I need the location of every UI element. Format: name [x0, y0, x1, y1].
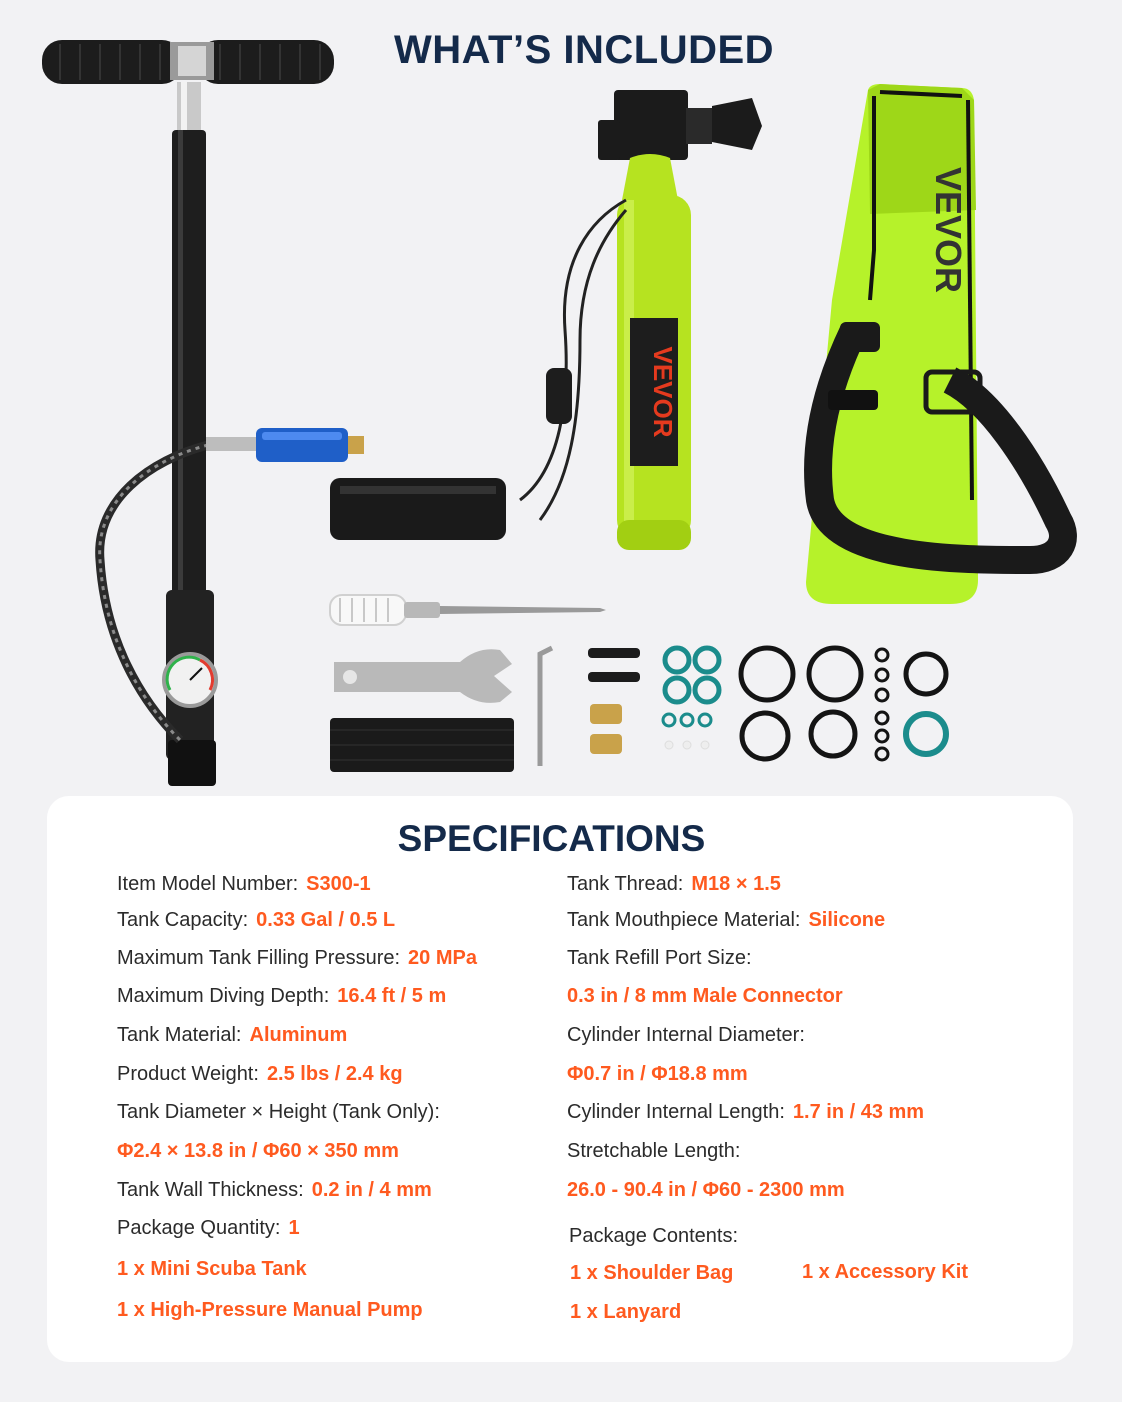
package-item-shoulder-bag: 1 x Shoulder Bag — [570, 1262, 734, 1284]
spec-package-quantity: Package Quantity: 1 — [117, 1217, 300, 1239]
accessory-kit — [330, 595, 946, 772]
spec-max-pressure: Maximum Tank Filling Pressure: 20 MPa — [117, 947, 477, 969]
specifications-title: SPECIFICATIONS — [397, 818, 706, 859]
shoulder-bag — [806, 84, 1063, 604]
hand-pump — [42, 40, 364, 786]
package-item-tank: 1 x Mini Scuba Tank — [117, 1258, 307, 1280]
spec-mouthpiece-material: Tank Mouthpiece Material: Silicone — [567, 909, 886, 931]
spec-tank-capacity: Tank Capacity: 0.33 Gal / 0.5 L — [117, 909, 396, 931]
package-contents-label: Package Contents: — [569, 1225, 738, 1247]
package-item-pump: 1 x High-Pressure Manual Pump — [117, 1299, 423, 1321]
spec-internal-length: Cylinder Internal Length: 1.7 in / 43 mm — [567, 1101, 925, 1123]
mini-scuba-tank — [330, 90, 762, 550]
spec-internal-diameter-label: Cylinder Internal Diameter: — [567, 1024, 805, 1046]
spec-tank-dimensions-value: Φ2.4 × 13.8 in / Φ60 × 350 mm — [117, 1140, 399, 1162]
spec-refill-port-label: Tank Refill Port Size: — [567, 947, 752, 969]
spec-max-depth: Maximum Diving Depth: 16.4 ft / 5 m — [117, 985, 447, 1007]
spec-internal-diameter-value: Φ0.7 in / Φ18.8 mm — [567, 1063, 748, 1085]
spec-tank-thread: Tank Thread: M18 × 1.5 — [567, 873, 781, 895]
spec-item-model: Item Model Number: S300-1 — [117, 873, 371, 895]
spec-tank-dimensions-label: Tank Diameter × Height (Tank Only): — [117, 1101, 440, 1123]
spec-refill-port-value: 0.3 in / 8 mm Male Connector — [567, 985, 843, 1007]
bag-brand-logo: VEVOR — [928, 166, 969, 294]
package-item-lanyard: 1 x Lanyard — [570, 1301, 682, 1323]
spec-tank-material: Tank Material: Aluminum — [117, 1024, 348, 1046]
package-item-accessory-kit: 1 x Accessory Kit — [802, 1261, 969, 1283]
tank-brand-logo: VEVOR — [648, 346, 678, 438]
spec-product-weight: Product Weight: 2.5 lbs / 2.4 kg — [117, 1063, 403, 1085]
spec-wall-thickness: Tank Wall Thickness: 0.2 in / 4 mm — [117, 1179, 432, 1201]
spec-stretchable-length-label: Stretchable Length: — [567, 1140, 741, 1162]
spec-stretchable-length-value: 26.0 - 90.4 in / Φ60 - 2300 mm — [567, 1179, 845, 1201]
page-title: WHAT’S INCLUDED — [393, 28, 775, 72]
